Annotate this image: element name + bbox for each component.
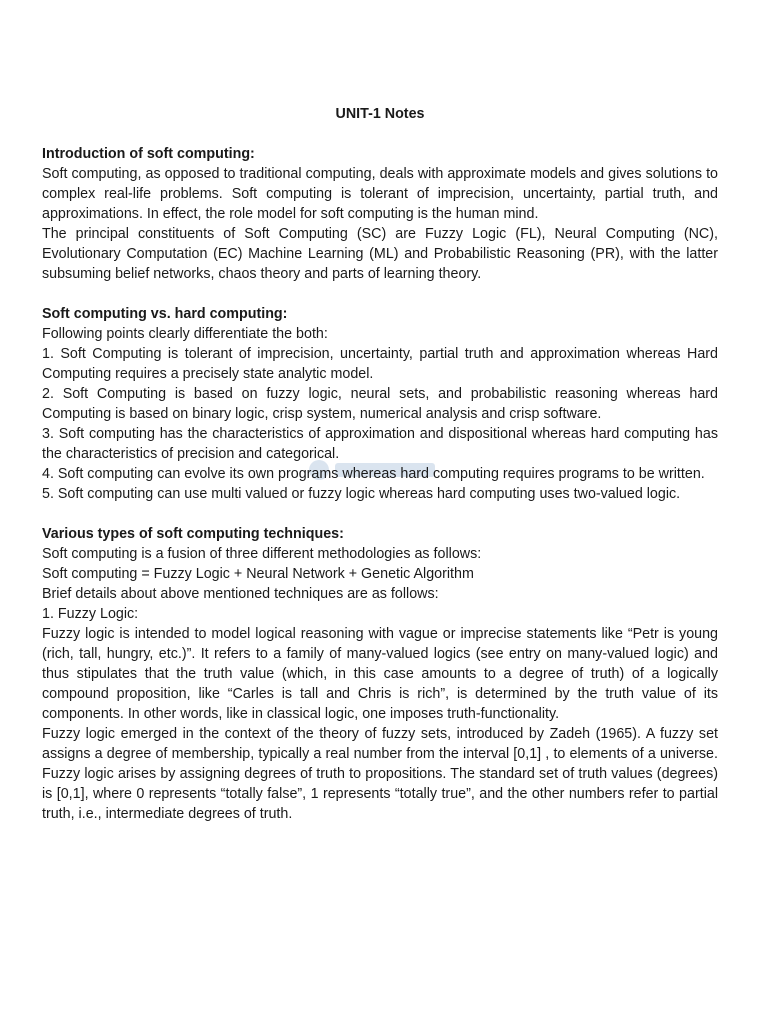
section-techniques (42, 524, 718, 824)
section-introduction (42, 144, 718, 284)
page-title: UNIT-1 Notes (335, 106, 425, 122)
section-soft-vs-hard (42, 304, 718, 504)
paragraph: Soft computing, as opposed to traditional computing, deals with approximate models and gives solutions to complex real-life problems. Soft computing is tolerant of imprecision, uncertainty, partial truth, and approximations. In effect, the role model for soft computing is the human mind. (42, 166, 718, 222)
subheading: 1. Fuzzy Logic: (42, 606, 139, 622)
list-item: 3. Soft computing has the characteristics of approximation and dispositional whereas hard computing has the characteristics of precision and categorical. (42, 426, 718, 462)
section-heading: Soft computing vs. hard computing: (42, 306, 288, 322)
list-item: 4. Soft computing can evolve its own programs whereas hard computing requires programs to be written. (42, 466, 705, 482)
paragraph: The principal constituents of Soft Computing (SC) are Fuzzy Logic (FL), Neural Computing (NC), Evolutionary Computation (EC) Machine Learning (ML) and Probabilistic Reasoning (PR), with the latter subsuming belief networks, chaos theory and parts of learning theory. (42, 226, 718, 282)
section-heading: Introduction of soft computing: (42, 146, 255, 162)
paragraph: Fuzzy logic emerged in the context of the theory of fuzzy sets, introduced by Zadeh (1965). A fuzzy set assigns a degree of membership, typically a real number from the interval [0,1] , to elements of a universe. Fuzzy logic arises by assigning degrees of truth to propositions. The standard set of truth values (degrees) is [0,1], where 0 represents “totally false”, 1 represents “totally true”, and the other numbers refer to partial truth, i.e., intermediate degrees of truth. (42, 726, 718, 822)
paragraph: Following points clearly differentiate the both: (42, 326, 328, 342)
paragraph: Soft computing = Fuzzy Logic + Neural Network + Genetic Algorithm (42, 566, 474, 582)
paragraph: Brief details about above mentioned techniques are as follows: (42, 586, 439, 602)
paragraph: Soft computing is a fusion of three different methodologies as follows: (42, 546, 482, 562)
document-page (42, 104, 718, 844)
section-heading: Various types of soft computing techniques: (42, 526, 344, 542)
paragraph: Fuzzy logic is intended to model logical reasoning with vague or imprecise statements like “Petr is young (rich, tall, hungry, etc.)”. It refers to a family of many-valued logics (see entry on many-valued logic) and thus stipulates that the truth value (which, in this case amounts to a degree of truth) of a logically compound proposition, like “Carles is tall and Chris is rich”, is determined by the truth value of its components. In other words, like in classical logic, one imposes truth-functionality. (42, 626, 718, 722)
list-item: 1. Soft Computing is tolerant of imprecision, uncertainty, partial truth and approximation whereas Hard Computing requires a precisely state analytic model. (42, 346, 718, 382)
list-item: 5. Soft computing can use multi valued or fuzzy logic whereas hard computing uses two-valued logic. (42, 486, 681, 502)
list-item: 2. Soft Computing is based on fuzzy logic, neural sets, and probabilistic reasoning whereas hard Computing is based on binary logic, crisp system, numerical analysis and crisp software. (42, 386, 718, 422)
